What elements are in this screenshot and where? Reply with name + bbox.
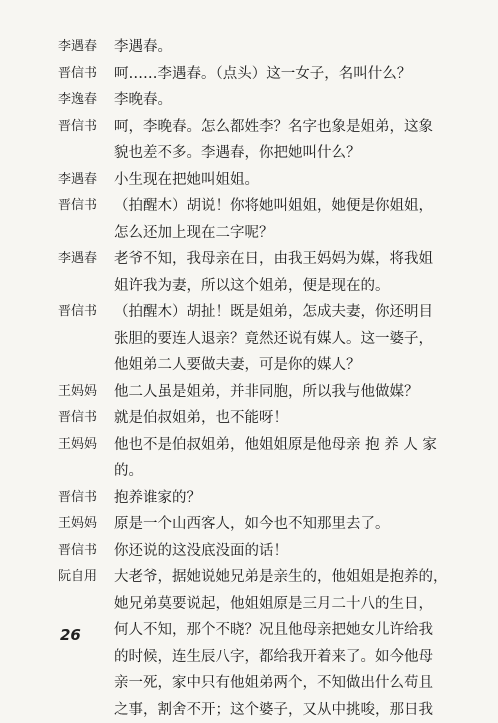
speaker-name: 李遇春: [58, 246, 114, 273]
dialogue-text: [114, 87, 458, 114]
text-line: 就是伯叔姐弟，也不能呀！: [114, 405, 458, 432]
speaker-name: 晋信书: [58, 538, 114, 565]
speaker-name: 晋信书: [58, 485, 114, 512]
dialogue-row: [58, 564, 458, 723]
dialogue-text: [114, 485, 458, 512]
speaker-name: 晋信书: [58, 299, 114, 326]
dialogue-row: [58, 538, 458, 565]
text-line: 李晚春。: [114, 87, 458, 114]
dialogue-row: [58, 299, 458, 379]
text-line: 张胆的要连人退亲？竟然还说有媒人。这一婆子，: [114, 326, 458, 353]
text-line: 小生现在把她叫姐姐。: [114, 167, 458, 194]
text-line: 她兄弟莫要说起，他姐姐原是三月二十八的生日，: [114, 591, 458, 618]
text-line: 何人不知，那个不晓？况且他母亲把她女儿许给我: [114, 617, 458, 644]
text-line: 他姐弟二人要做夫妻，可是你的媒人？: [114, 352, 458, 379]
text-line: 抱养谁家的？: [114, 485, 458, 512]
text-line: （拍醒木）胡说！你将她叫姐姐，她便是你姐姐，: [114, 193, 458, 220]
dialogue-text: [114, 299, 458, 379]
speaker-name: 晋信书: [58, 114, 114, 141]
dialogue-block: [58, 34, 458, 723]
text-line: 怎么还加上现在二字呢？: [114, 220, 458, 247]
speaker-name: 阮自用: [58, 564, 114, 591]
text-line: 亲一死，家中只有他姐弟两个，不知做出什么苟且: [114, 670, 458, 697]
text-line: 李遇春。: [114, 34, 458, 61]
dialogue-row: [58, 379, 458, 406]
dialogue-text: [114, 193, 458, 246]
text-line: 之事，割舍不开；这个婆子，又从中挑唆，那日我: [114, 697, 458, 723]
text-line: 你还说的这没底没面的话！: [114, 538, 458, 565]
speaker-name: 王妈妈: [58, 432, 114, 459]
speaker-name: 王妈妈: [58, 379, 114, 406]
text-line: 呵，李晚春。怎么都姓李？名字也象是姐弟，这象: [114, 114, 458, 141]
text-line: （拍醒木）胡扯！既是姐弟，怎成夫妻，你还明目: [114, 299, 458, 326]
speaker-name: 李遇春: [58, 167, 114, 194]
dialogue-row: [58, 87, 458, 114]
dialogue-row: [58, 246, 458, 299]
dialogue-text: [114, 432, 458, 485]
dialogue-text: [114, 379, 458, 406]
dialogue-row: [58, 432, 458, 485]
speaker-name: 王妈妈: [58, 511, 114, 538]
dialogue-row: [58, 511, 458, 538]
dialogue-text: [114, 61, 458, 88]
text-line: 老爷不知，我母亲在日，由我王妈妈为媒，将我姐: [114, 246, 458, 273]
text-line: 他二人虽是姐弟，并非同胞，所以我与他做媒？: [114, 379, 458, 406]
dialogue-text: [114, 167, 458, 194]
dialogue-row: [58, 167, 458, 194]
speaker-name: 李遇春: [58, 34, 114, 61]
text-line: 貌也差不多。李遇春，你把她叫什么？: [114, 140, 458, 167]
text-line: 大老爷，据她说她兄弟是亲生的，他姐姐是抱养的，: [114, 564, 458, 591]
text-line: 姐许我为妻，所以这个姐弟，便是现在的。: [114, 273, 458, 300]
dialogue-text: [114, 511, 458, 538]
dialogue-row: [58, 193, 458, 246]
text-line: 呵……李遇春。（点头）这一女子，名叫什么？: [114, 61, 458, 88]
dialogue-text: [114, 34, 458, 61]
dialogue-text: [114, 405, 458, 432]
dialogue-text: [114, 564, 458, 723]
text-line: 原是一个山西客人，如今也不知那里去了。: [114, 511, 458, 538]
speaker-name: 李逸春: [58, 87, 114, 114]
dialogue-row: [58, 485, 458, 512]
dialogue-text: [114, 246, 458, 299]
dialogue-row: [58, 61, 458, 88]
text-line: 的时候，连生辰八字，都给我开着来了。如今他母: [114, 644, 458, 671]
text-line: 他也不是伯叔姐弟，他姐姐原是他母亲 抱 养 人 家: [114, 432, 458, 459]
dialogue-text: [114, 538, 458, 565]
speaker-name: 晋信书: [58, 61, 114, 88]
dialogue-text: [114, 114, 458, 167]
page-number: 26: [60, 626, 81, 644]
dialogue-row: [58, 405, 458, 432]
speaker-name: 晋信书: [58, 193, 114, 220]
dialogue-row: [58, 114, 458, 167]
speaker-name: 晋信书: [58, 405, 114, 432]
text-line: 的。: [114, 458, 458, 485]
dialogue-row: [58, 34, 458, 61]
